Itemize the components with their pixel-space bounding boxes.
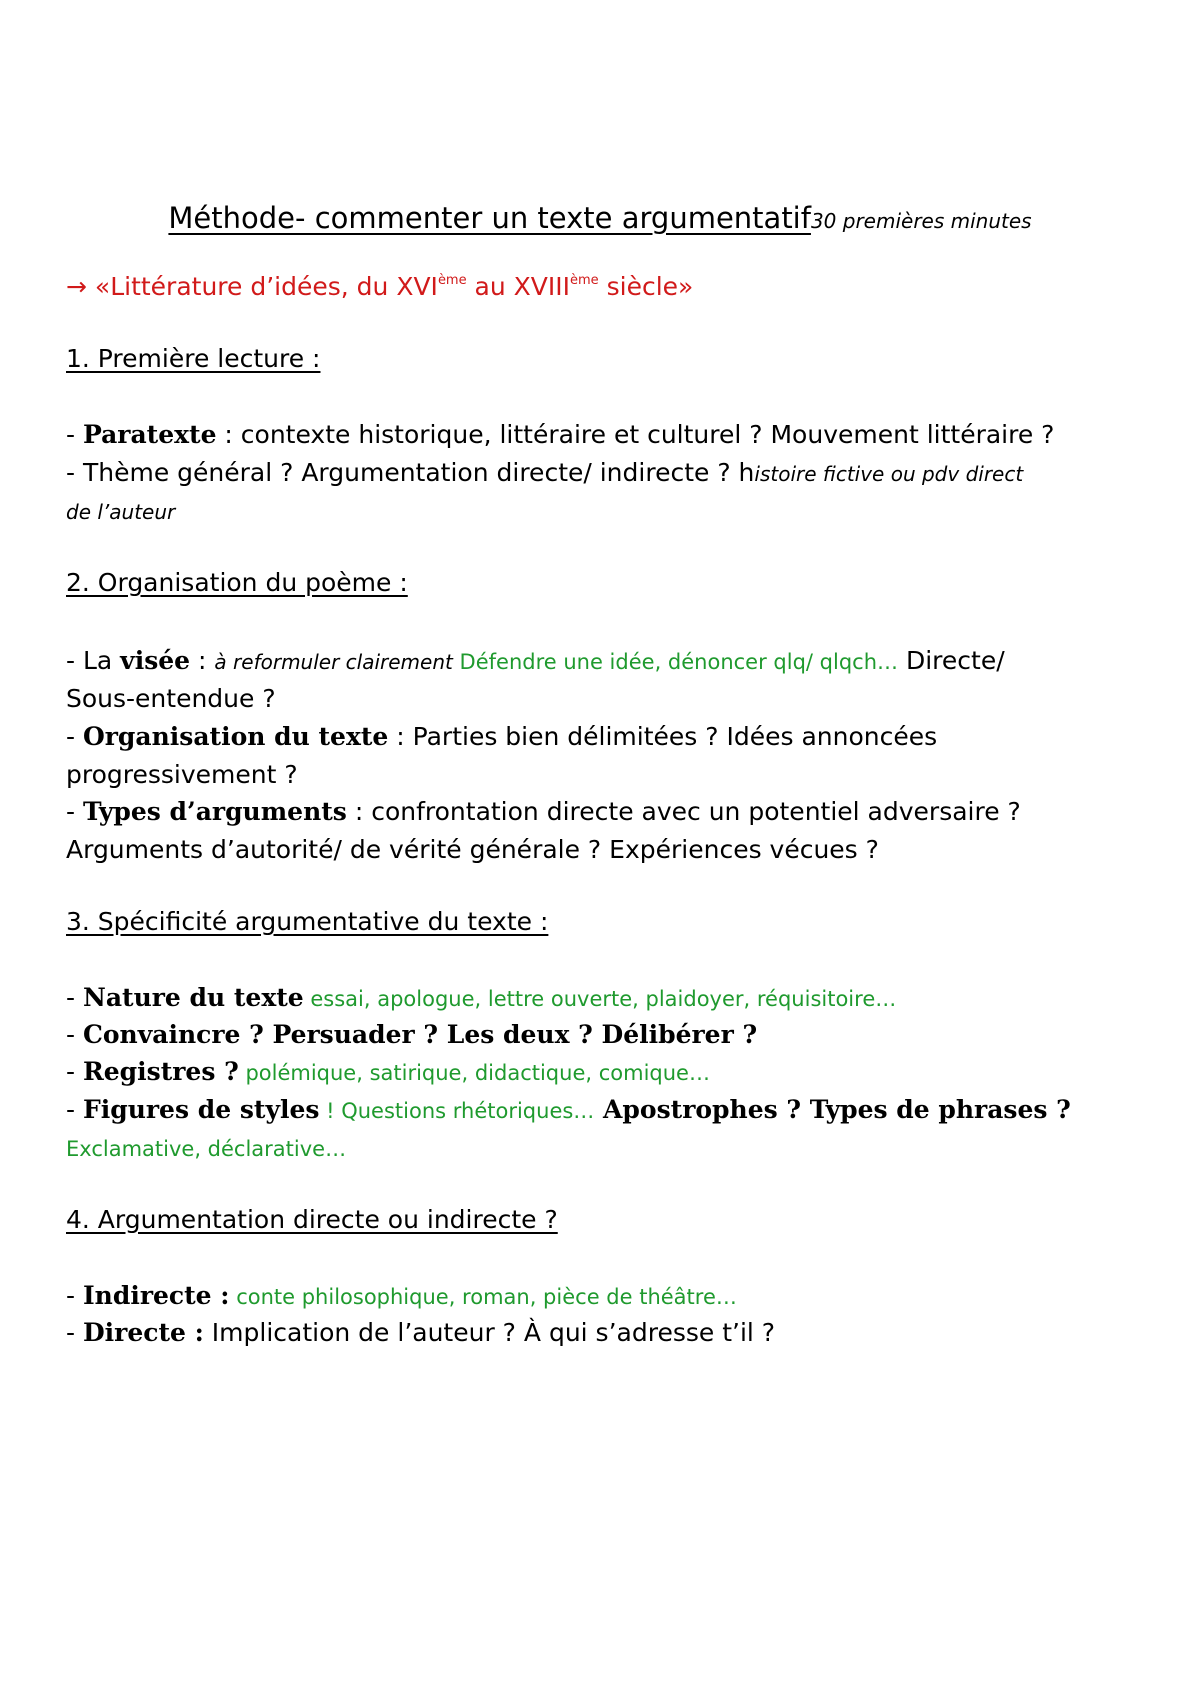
section-3-heading: 3. Spécificité argumentative du texte :	[66, 907, 549, 936]
s3-line-figures: - Figures de styles ! Questions rhétoriques… Apostrophes ? Types de phrases ?	[66, 1095, 1071, 1124]
subtitle: → «Littérature d’idées, du XVIème au XVIIIème siècle»	[66, 272, 694, 301]
s2-line-visee: - La visée : à reformuler clairement Défendre une idée, dénoncer qlq/ qlqch… Directe/	[66, 646, 1005, 675]
s4-line-directe: - Directe : Implication de l’auteur ? À qui s’adresse t’il ?	[66, 1318, 776, 1347]
title-sub: 30 premières minutes	[810, 209, 1032, 233]
s4-line-indirecte: - Indirecte : conte philosophique, roman, pièce de théâtre…	[66, 1281, 737, 1310]
s3-line-nature: - Nature du texte essai, apologue, lettre ouverte, plaidoyer, réquisitoire…	[66, 983, 897, 1012]
s3-line-registres: - Registres ? polémique, satirique, didactique, comique…	[66, 1057, 710, 1086]
s1-line-auteur: de l’auteur	[66, 500, 176, 524]
s3-line-exclamative: Exclamative, déclarative…	[66, 1137, 347, 1161]
s2-line-arguments: Arguments d’autorité/ de vérité générale ? Expériences vécues ?	[66, 835, 879, 864]
s2-line-sous-entendue: Sous-entendue ?	[66, 684, 276, 713]
section-1-heading: 1. Première lecture :	[66, 344, 321, 373]
arrow-icon: →	[66, 272, 87, 301]
s2-line-organisation: - Organisation du texte : Parties bien délimitées ? Idées annoncées	[66, 722, 938, 751]
title-main: Méthode- commenter un texte argumentatif	[168, 201, 811, 235]
s2-line-progressivement: progressivement ?	[66, 760, 298, 789]
section-4-heading: 4. Argumentation directe ou indirecte ?	[66, 1205, 558, 1234]
section-2-heading: 2. Organisation du poème :	[66, 568, 408, 597]
s1-line-paratexte: - Paratexte : contexte historique, littéraire et culturel ? Mouvement littéraire ?	[66, 420, 1055, 449]
s3-line-convaincre: - Convaincre ? Persuader ? Les deux ? Délibérer ?	[66, 1020, 758, 1049]
page-title	[0, 203, 1200, 236]
s1-line-theme: - Thème général ? Argumentation directe/ indirecte ? histoire fictive ou pdv direct	[66, 458, 1024, 487]
s2-line-types: - Types d’arguments : confrontation directe avec un potentiel adversaire ?	[66, 797, 1021, 826]
